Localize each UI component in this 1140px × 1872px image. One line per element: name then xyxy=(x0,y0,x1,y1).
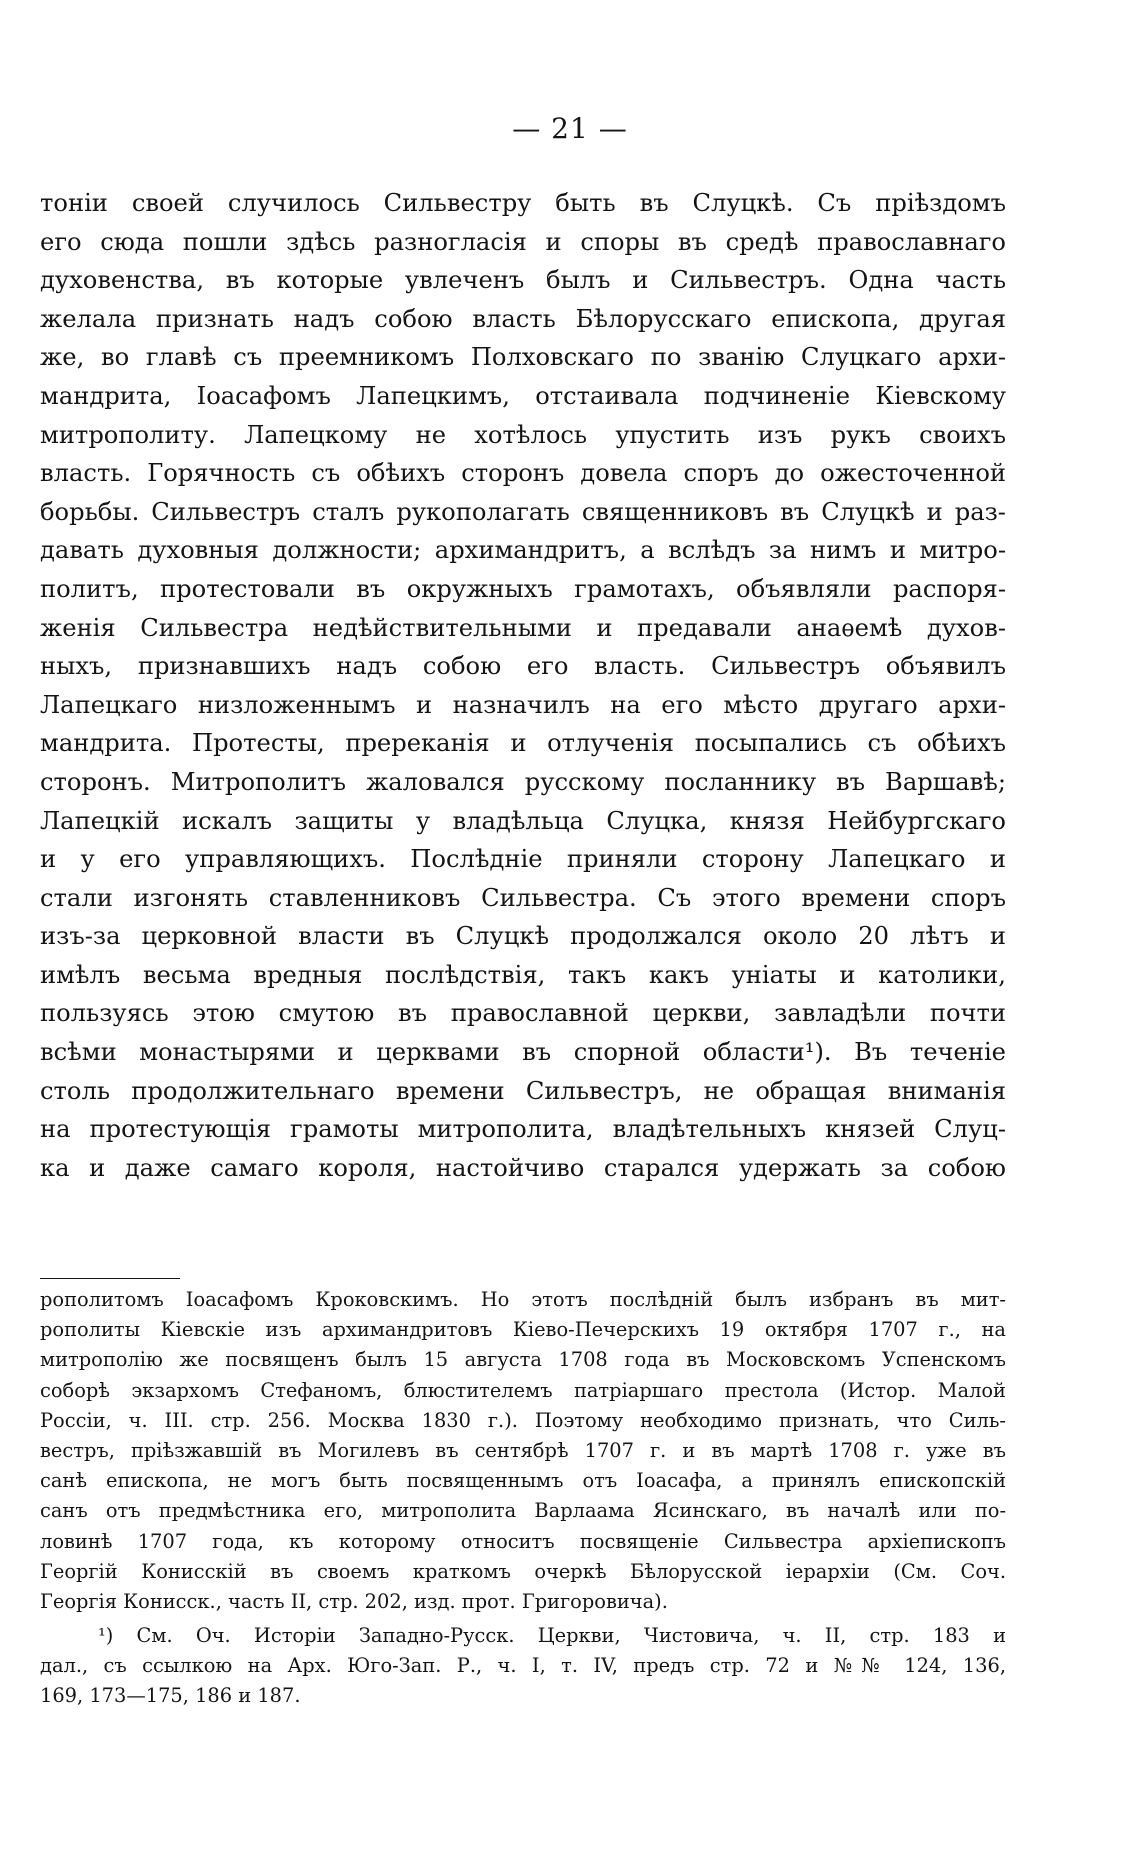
text-line: Лапецкій искалъ защиты у владѣльца Слуцка, князя Нейбургскаго xyxy=(40,806,1006,835)
footnote-line: митрополію же посвященъ былъ 15 августа 1708 года въ Московскомъ Успенскомъ xyxy=(40,1348,1006,1372)
footnote-line: рополитомъ Іоасафомъ Кроковскимъ. Но этотъ послѣдній былъ избранъ въ мит- xyxy=(40,1288,1006,1311)
text-line: мандрита, Іоасафомъ Лапецкимъ, отстаивала подчиненіе Кіевскому xyxy=(40,381,1006,410)
footnote-line: санъ отъ предмѣстника его, митрополита Варлаама Ясинскаго, въ началѣ или по- xyxy=(40,1499,1006,1523)
text-line: изъ-за церковной власти въ Слуцкѣ продолжался около 20 лѣтъ и xyxy=(40,922,1006,951)
text-line: же, во главѣ съ преемникомъ Полховскаго по званію Слуцкаго архи- xyxy=(40,343,1006,372)
text-line: мандрита. Протесты, пререканія и отлученія посыпались съ обѣихъ xyxy=(40,729,1006,758)
text-line: политъ, протестовали въ окружныхъ грамотахъ, объявляли распоря- xyxy=(40,574,1006,603)
text-line: давать духовныя должности; архимандритъ, а вслѣдъ за нимъ и митро- xyxy=(40,536,1006,565)
footnote-1-line: ¹) См. Оч. Исторіи Западно-Русск. Церкви, Чистовича, ч. II, стр. 183 и xyxy=(98,1624,1006,1648)
text-line: Лапецкаго низложеннымъ и назначилъ на его мѣсто другаго архи- xyxy=(40,690,1006,719)
text-line: пользуясь этою смутою въ православной церкви, завладѣли почти xyxy=(40,999,1006,1028)
text-line: тоніи своей случилось Сильвестру быть въ Слуцкѣ. Съ пріѣздомъ xyxy=(40,189,1006,217)
text-line: ныхъ, признавшихъ надъ собою его власть. Сильвестръ объявилъ xyxy=(40,652,1006,681)
footnote-line: ловинѣ 1707 года, къ которому относитъ посвященіе Сильвестра архіепископъ xyxy=(40,1529,1006,1553)
footnote-separator xyxy=(40,1278,180,1279)
text-line: и у его управляющихъ. Послѣдніе приняли сторону Лапецкаго и xyxy=(40,845,1006,874)
footnotes xyxy=(40,1285,1006,1712)
text-line: имѣлъ весьма вредныя послѣдствія, такъ какъ уніаты и католики, xyxy=(40,960,1006,989)
text-line: власть. Горячность съ обѣихъ сторонъ довела споръ до ожесточенной xyxy=(40,459,1006,488)
footnote-1-line: 169, 173—175, 186 и 187. xyxy=(40,1684,301,1708)
text-line: желала признать надъ собою власть Бѣлорусскаго епископа, другая xyxy=(40,304,1006,333)
text-line: столь продолжительнаго времени Сильвестръ, не обращая вниманія xyxy=(40,1076,1006,1105)
text-line: его сюда пошли здѣсь разногласія и споры въ средѣ православнаго xyxy=(40,227,1006,256)
text-line: ка и даже самаго короля, настойчиво старался удержать за собою xyxy=(40,1153,1006,1182)
text-line: борьбы. Сильвестръ сталъ рукополагать священниковъ въ Слуцкѣ и раз- xyxy=(40,497,1006,526)
main-text xyxy=(40,184,1006,1187)
text-line: духовенства, въ которые увлеченъ былъ и Сильвестръ. Одна часть xyxy=(40,266,1006,295)
footnote-line: Георгія Конисск., часть II, стр. 202, изд. прот. Григоровича). xyxy=(40,1589,668,1613)
footnote-line: рополиты Кіевскіе изъ архимандритовъ Кіево-Печерскихъ 19 октября 1707 г., на xyxy=(40,1318,1006,1342)
footnote-1-line: дал., съ ссылкою на Арх. Юго-Зап. Р., ч. I, т. IV, предъ стр. 72 и №№ 124, 136, xyxy=(40,1654,1006,1678)
text-line: стали изгонять ставленниковъ Сильвестра. Съ этого времени споръ xyxy=(40,883,1006,912)
text-line: женія Сильвестра недѣйствительными и предавали анаѳемѣ духов- xyxy=(40,613,1006,642)
page-number: — 21 — xyxy=(512,112,628,145)
footnote-line: вестръ, пріѣзжавшій въ Могилевъ въ сентябрѣ 1707 г. и въ мартѣ 1708 г. уже въ xyxy=(40,1438,1006,1462)
text-line: митрополиту. Лапецкому не хотѣлось упустить изъ рукъ своихъ xyxy=(40,420,1006,449)
footnote-line: Россіи, ч. III. стр. 256. Москва 1830 г.). Поэтому необходимо признать, что Силь- xyxy=(40,1408,1006,1432)
footnote-line: санѣ епископа, не могъ быть посвященнымъ отъ Іоасафа, а принялъ епископскій xyxy=(40,1469,1006,1493)
footnote-line: соборѣ экзархомъ Стефаномъ, блюстителемъ патріаршаго престола (Истор. Малой xyxy=(40,1378,1006,1402)
text-line: сторонъ. Митрополитъ жаловался русскому посланнику въ Варшавѣ; xyxy=(40,767,1006,796)
footnote-line: Георгій Конисскій въ своемъ краткомъ очеркѣ Бѣлорусской іерархіи (См. Соч. xyxy=(40,1559,1006,1583)
text-line: на протестующія грамоты митрополита, владѣтельныхъ князей Слуц- xyxy=(40,1115,1006,1144)
text-line: всѣми монастырями и церквами въ спорной области¹). Въ теченіе xyxy=(40,1038,1006,1067)
